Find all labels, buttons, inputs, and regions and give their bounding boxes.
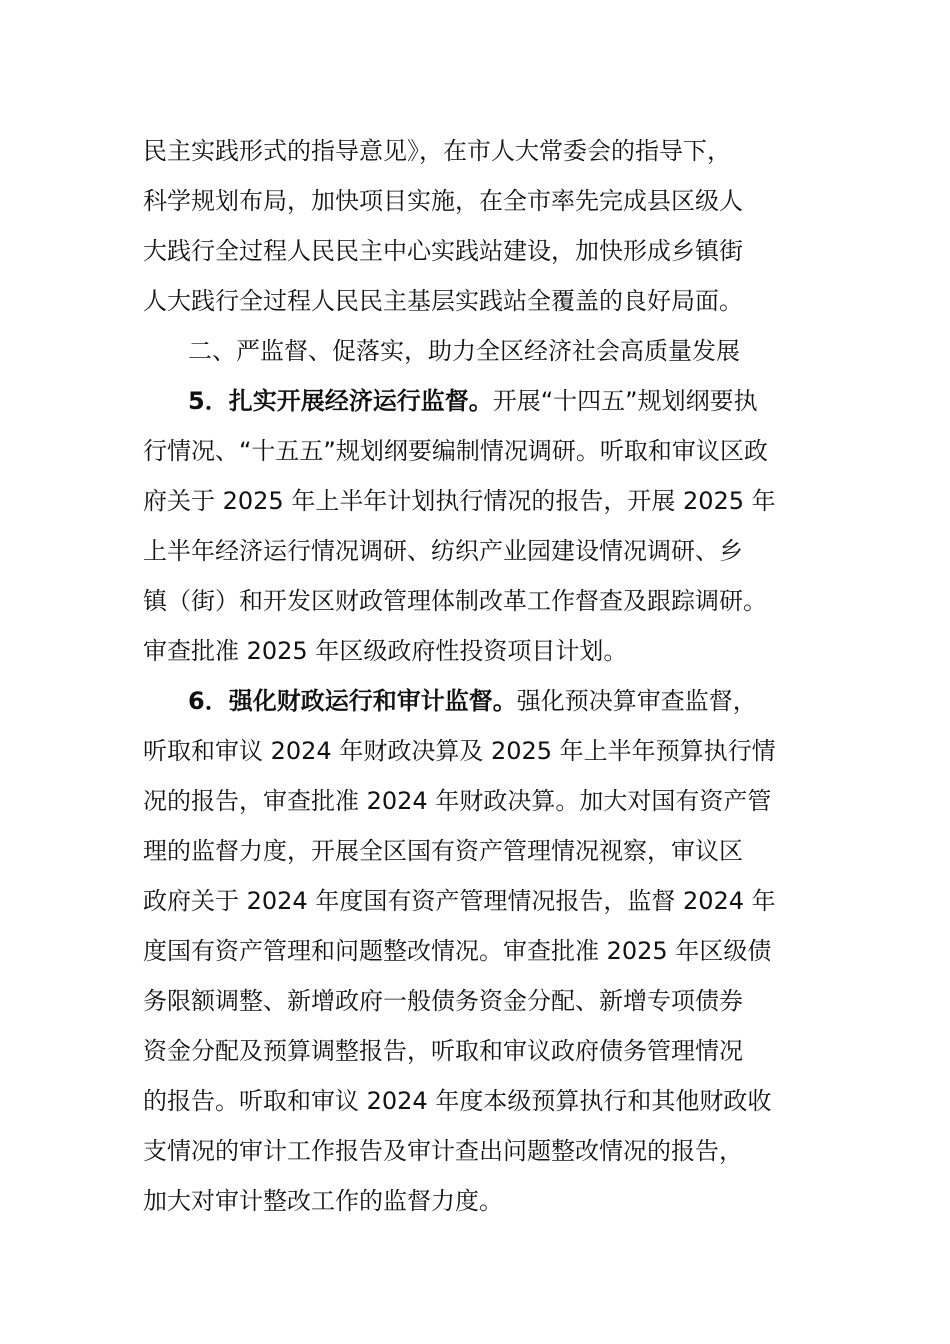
text-line: 行情况、“十五五”规划纲要编制情况调研。听取和审议区政 — [143, 437, 768, 465]
paragraph-first-line — [188, 684, 757, 718]
text-line: 务限额调整、新增政府一般债务资金分配、新增专项债券 — [143, 987, 743, 1015]
text-line: 上半年经济运行情况调研、纺织产业园建设情况调研、乡 — [143, 537, 743, 565]
text-line: 支情况的审计工作报告及审计查出问题整改情况的报告， — [143, 1137, 743, 1165]
text-line: 镇（街）和开发区财政管理体制改革工作督查及跟踪调研。 — [143, 587, 767, 615]
text-line: 加大对审计整改工作的监督力度。 — [143, 1187, 503, 1215]
text-line: 理的监督力度，开展全区国有资产管理情况视察，审议区 — [143, 837, 743, 865]
text-line: 的报告。听取和审议 2024 年度本级预算执行和其他财政收 — [143, 1087, 772, 1115]
text-line: 政府关于 2024 年度国有资产管理情况报告，监督 2024 年 — [143, 887, 776, 915]
text-line: 听取和审议 2024 年财政决算及 2025 年上半年预算执行情 — [143, 737, 776, 765]
text-run: 开展“十四五”规划纲要执 — [492, 387, 758, 415]
section-heading: 二、严监督、促落实，助力全区经济社会高质量发展 — [188, 337, 740, 365]
text-line: 府关于 2025 年上半年计划执行情况的报告，开展 2025 年 — [143, 487, 776, 515]
paragraph-first-line — [188, 384, 758, 418]
text-line: 审查批准 2025 年区级政府性投资项目计划。 — [143, 637, 628, 665]
text-run: 强化预决算审查监督， — [516, 687, 757, 715]
item-heading: 6．强化财政运行和审计监督。 — [188, 687, 517, 715]
text-line: 度国有资产管理和问题整改情况。审查批准 2025 年区级债 — [143, 937, 772, 965]
text-line: 况的报告，审查批准 2024 年财政决算。加大对国有资产管 — [143, 787, 772, 815]
item-heading: 5．扎实开展经济运行监督。 — [188, 387, 493, 415]
text-line: 大践行全过程人民民主中心实践站建设，加快形成乡镇街 — [143, 237, 743, 265]
text-line: 科学规划布局，加快项目实施，在全市率先完成县区级人 — [143, 187, 743, 215]
text-line: 资金分配及预算调整报告，听取和审议政府债务管理情况 — [143, 1037, 743, 1065]
text-line: 人大践行全过程人民民主基层实践站全覆盖的良好局面。 — [143, 287, 743, 315]
text-line: 民主实践形式的指导意见》，在市人大常委会的指导下， — [143, 137, 731, 165]
